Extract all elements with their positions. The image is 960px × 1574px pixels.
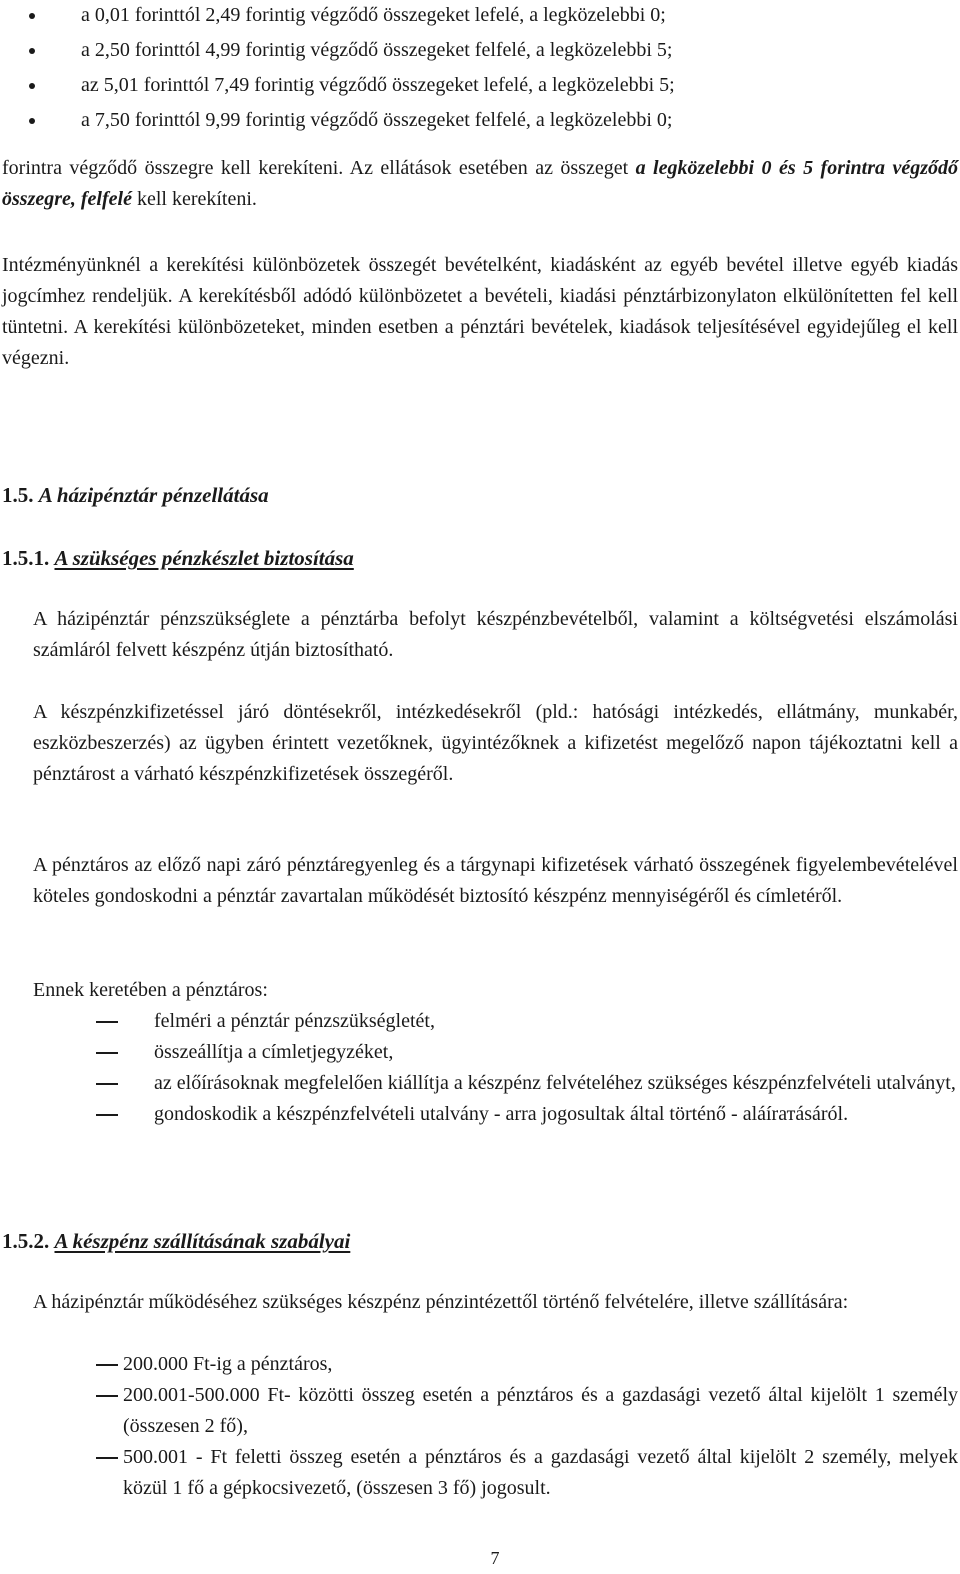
bullet-icon	[29, 83, 35, 89]
section-heading-1-5-2: 1.5.2. A készpénz szállításának szabályai	[2, 1229, 351, 1253]
bullet-icon	[29, 13, 35, 19]
section-heading-1-5-1: 1.5.1. A szükséges pénzkészlet biztosítása	[2, 546, 354, 570]
transport-rule-list	[96, 1349, 958, 1504]
list-item: gondoskodik a készpénzfelvételi utalvány - arra jogosultak által történő - aláírатásáról.	[96, 1099, 958, 1130]
bullet-icon	[29, 118, 35, 124]
list-item: a 0,01 forinttól 2,49 forintig végződő összegeket lefelé, a legközelebbi 0;	[81, 0, 675, 31]
cashier-duty-paragraph: A pénztáros az előző napi záró pénztáregyenleg és a tárgynapi kifizetések várható összegének figyelembevételével köteles gondoskodni a pénztár zavartalan működését biztosító készpénz mennyiségéről és címletéről.	[33, 854, 958, 907]
dash-bullet-icon	[96, 1052, 118, 1054]
dash-bullet-icon	[96, 1114, 118, 1116]
cash-transport-paragraph: A házipénztár működéséhez szükséges készpénz pénzintézettől történő felvételére, illetve szállítására:	[33, 1291, 849, 1313]
rounding-bullet-list	[81, 0, 675, 136]
cash-decisions-paragraph: A készpénzkifizetéssel járó döntésekről, intézkedésekről (pld.: hatósági intézkedés, ellátmány, munkabér, eszközbeszerzés) az ügyben érintett vezetőknek, ügyintézőknek a kifizetést megelőző napon tájékoztatni kell a pénztárost a várható készpénzkifizetések összegéről.	[33, 701, 958, 785]
rounding-paragraph: forintra végződő összegre kell kerekíteni. Az ellátások esetében az összeget a legközelebbi 0 és 5 forintra végződő összegre, felfelé kell kerekíteni.	[2, 157, 958, 210]
dash-bullet-icon	[96, 1395, 118, 1397]
dash-bullet-icon	[96, 1021, 118, 1023]
cashier-tasks-intro: Ennek keretében a pénztáros:	[33, 979, 268, 1001]
dash-bullet-icon	[96, 1083, 118, 1085]
bullet-icon	[29, 48, 35, 54]
list-item: a 2,50 forinttól 4,99 forintig végződő összegeket felfelé, a legközelebbi 5;	[81, 35, 675, 66]
list-item: összeállítja a címletjegyzéket,	[96, 1037, 958, 1068]
cash-supply-paragraph: A házipénztár pénzszükséglete a pénztárba befolyt készpénzbevételből, valamint a költségvetési elszámolási számláról felvett készpénz útján biztosítható.	[33, 608, 958, 661]
list-item: a 7,50 forinttól 9,99 forintig végződő összegeket felfelé, a legközelebbi 0;	[81, 105, 675, 136]
dash-bullet-icon	[96, 1364, 118, 1366]
rounding-difference-paragraph: Intézményünknél a kerekítési különbözetek összegét bevételként, kiadásként az egyéb bevétel illetve egyéb kiadás jogcímhez rendeljük. A kerekítésből adódó különbözetet a bevételi, kiadási pénztárbizonylaton elkülönítetten fel kell tüntetni. A kerekítési különbözeteket, minden esetben a pénztári bevételek, kiadások teljesítésével egyidejűleg el kell végezni.	[2, 254, 958, 369]
list-item: 200.001-500.000 Ft- közötti összeg esetén a pénztáros és a gazdasági vezető által kijelölt 1 személy (összesen 2 fő),	[96, 1380, 958, 1442]
list-item: az 5,01 forinttól 7,49 forintig végződő összegeket lefelé, a legközelebbi 5;	[81, 70, 675, 101]
list-item: az előírásoknak megfelelően kiállítja a készpénz felvételéhez szükséges készpénzfelvételi utalványt,	[96, 1068, 958, 1099]
cashier-task-list	[96, 1006, 958, 1130]
list-item: 200.000 Ft-ig a pénztáros,	[96, 1349, 958, 1380]
list-item: 500.001 - Ft feletti összeg esetén a pénztáros és a gazdasági vezető által kijelölt 2 személy, melyek közül 1 fő a gépkocsivezető, (összesen 3 fő) jogosult.	[96, 1442, 958, 1504]
dash-bullet-icon	[96, 1457, 118, 1459]
section-heading-1-5: 1.5. A házipénztár pénzellátása	[2, 483, 269, 507]
list-item: felméri a pénztár pénzszükségletét,	[96, 1006, 958, 1037]
page-number: 7	[490, 1548, 500, 1568]
